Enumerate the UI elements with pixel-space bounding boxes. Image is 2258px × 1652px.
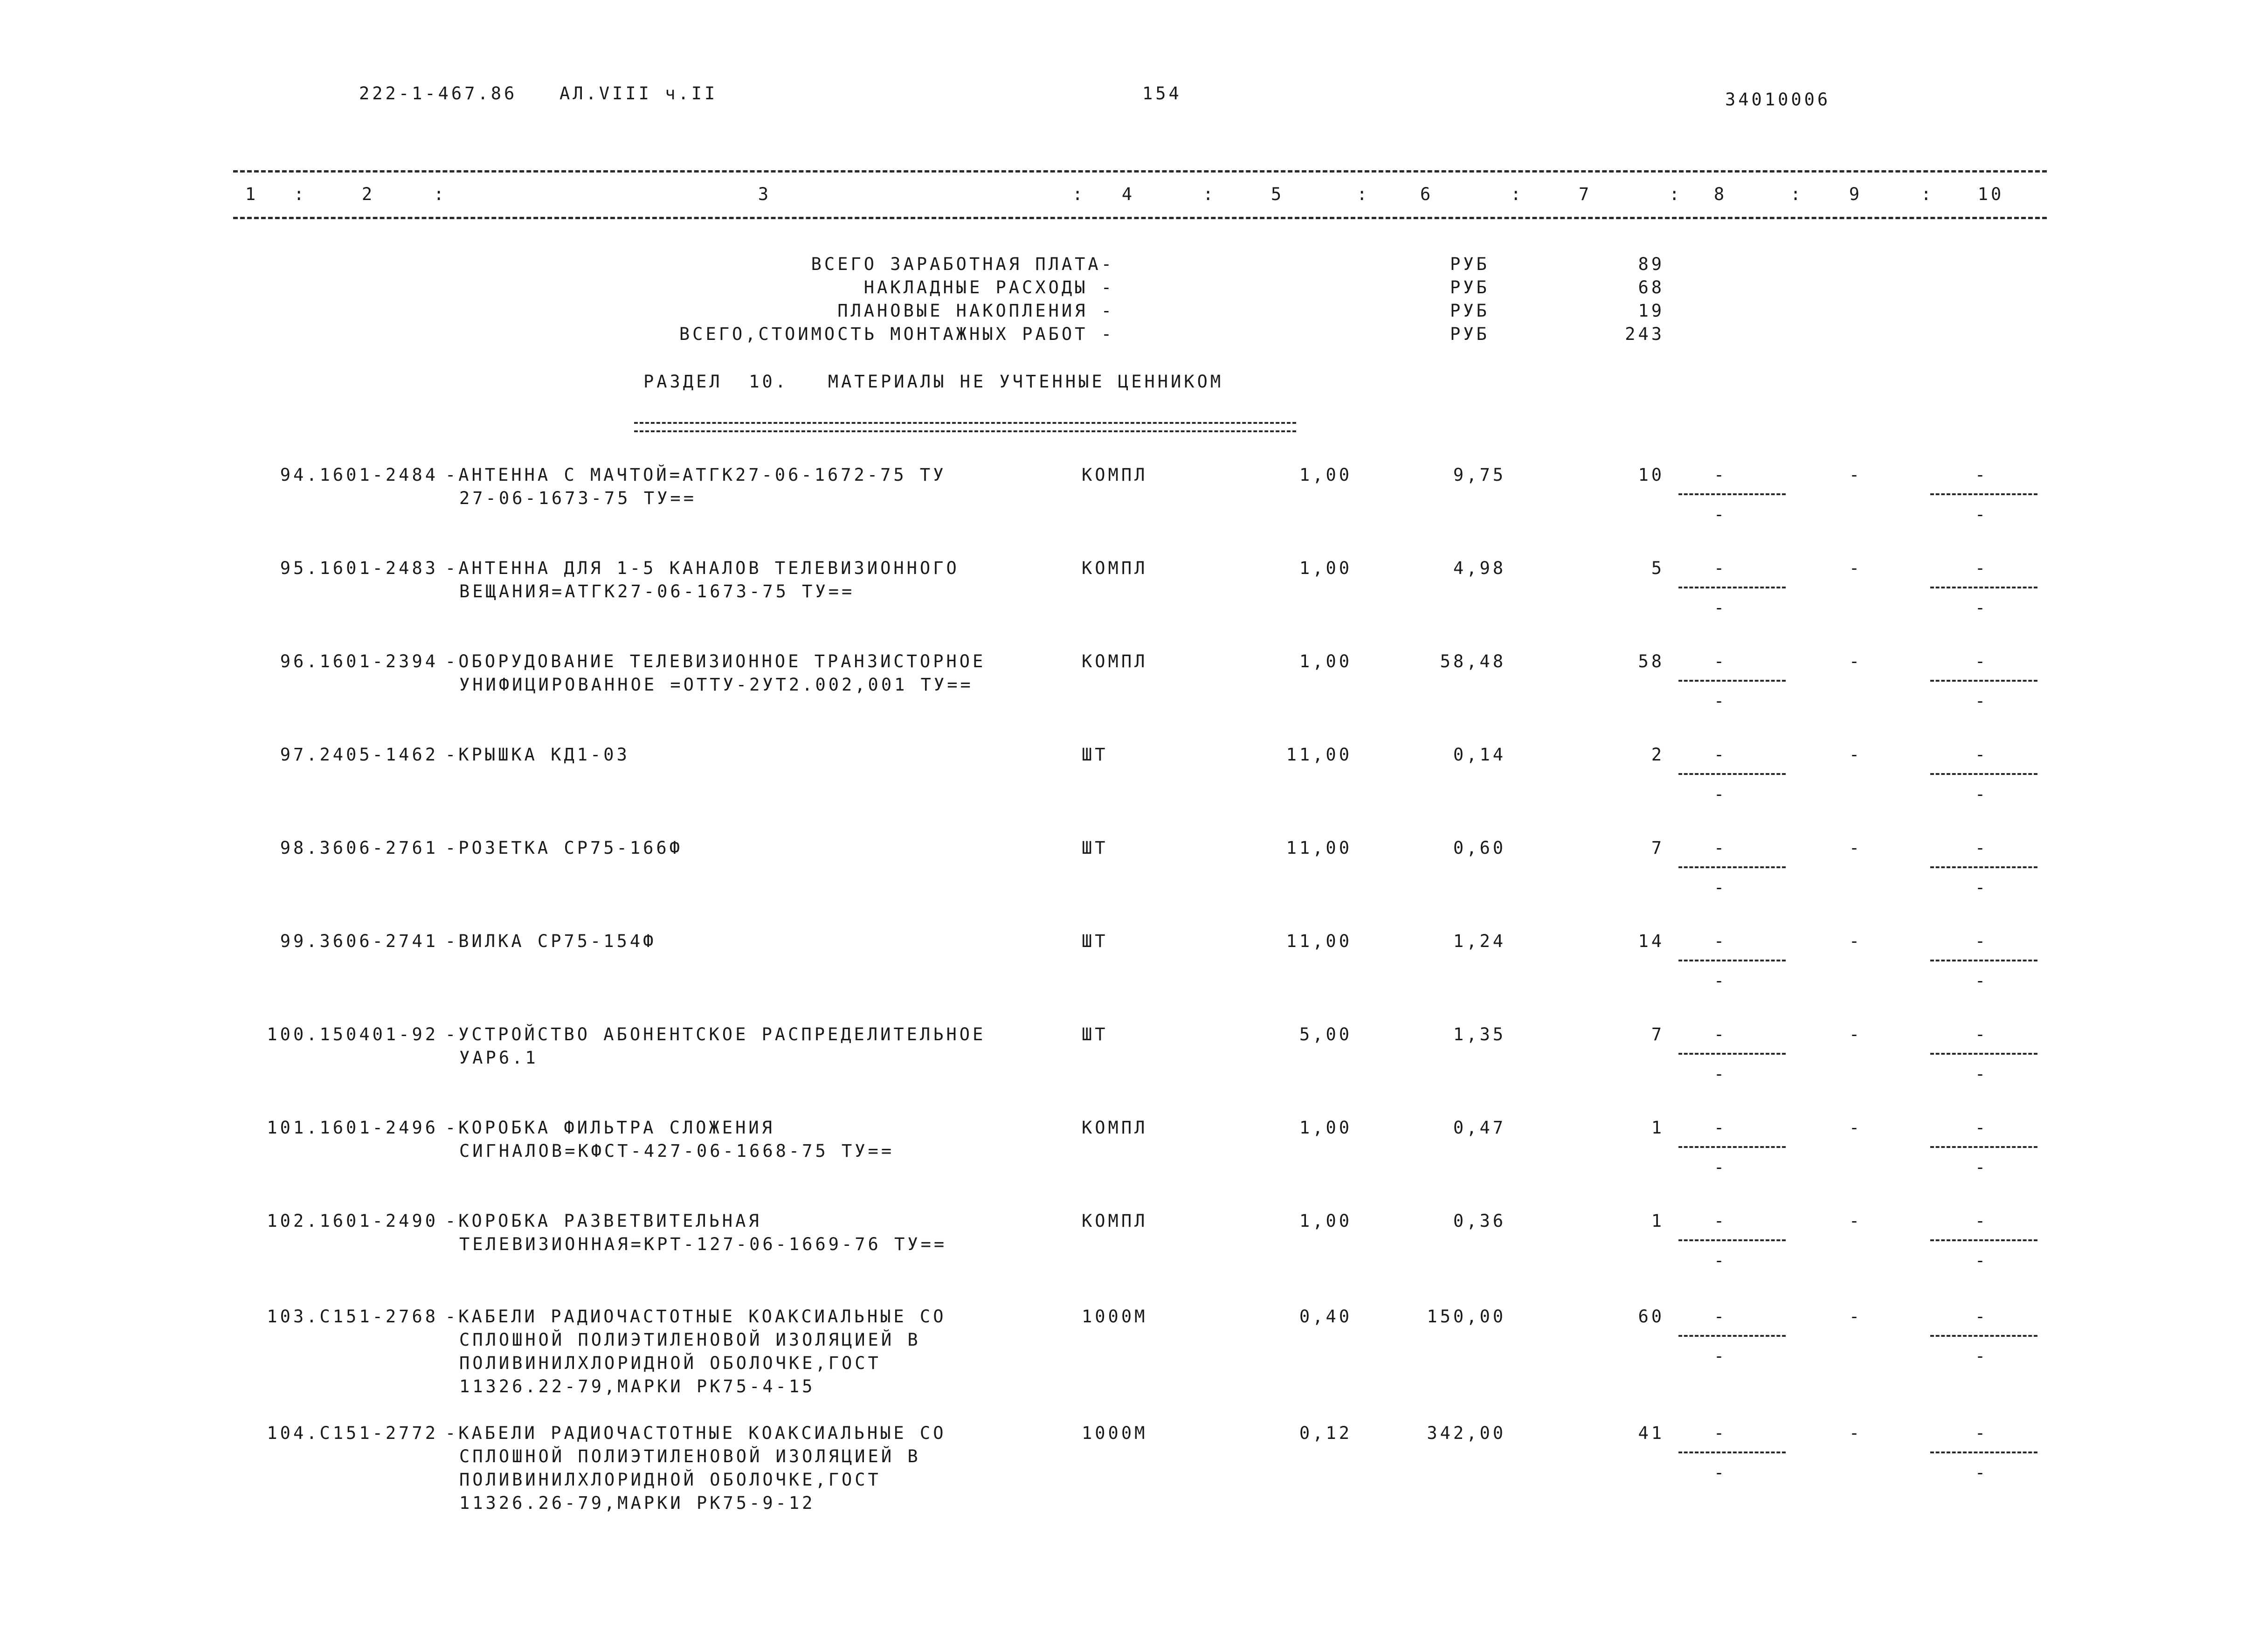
row-quantity: 11,00: [1286, 931, 1352, 951]
col8-dash: -: [1713, 558, 1727, 578]
col9-dash: -: [1849, 1211, 1863, 1231]
col10-dash: -: [1975, 1346, 1989, 1366]
row-unit: 1000М: [1082, 1306, 1148, 1327]
column-number: 5: [1271, 184, 1284, 204]
col8-dash: -: [1713, 1306, 1727, 1327]
row-quantity: 1,00: [1299, 1118, 1352, 1138]
col10-dash: -: [1975, 745, 1989, 765]
col8-rule: [1678, 1239, 1786, 1241]
col8-dash: -: [1713, 598, 1727, 618]
summary-label: НАКЛАДНЫЕ РАСХОДЫ -: [863, 277, 1114, 297]
col10-dash: -: [1975, 598, 1989, 618]
row-name-line: ТЕЛЕВИЗИОННАЯ=КРТ-127-06-1669-76 ТУ==: [459, 1234, 947, 1254]
row-code: 101.1601-2496: [267, 1118, 438, 1138]
row-total: 10: [1638, 465, 1664, 485]
row-unit: КОМПЛ: [1082, 558, 1148, 578]
row-total: 2: [1651, 745, 1664, 765]
col9-dash: -: [1849, 1024, 1863, 1044]
row-unit: КОМПЛ: [1082, 465, 1148, 485]
row-name-line: -КОРОБКА ФИЛЬТРА СЛОЖЕНИЯ: [445, 1118, 775, 1138]
row-code: 94.1601-2484: [280, 465, 438, 485]
col10-rule: [1930, 866, 2037, 868]
col10-dash: -: [1975, 931, 1989, 951]
row-total: 58: [1638, 651, 1664, 671]
col8-dash: -: [1713, 1346, 1727, 1366]
row-price: 58,48: [1440, 651, 1506, 671]
summary-unit: РУБ: [1450, 301, 1490, 321]
col8-rule: [1678, 1452, 1786, 1453]
col8-rule: [1678, 680, 1786, 682]
row-code: 99.3606-2741: [280, 931, 438, 951]
col8-dash: -: [1713, 505, 1727, 525]
col9-dash: -: [1849, 558, 1863, 578]
col8-dash: -: [1713, 691, 1727, 711]
row-total: 1: [1651, 1211, 1664, 1231]
col10-dash: -: [1975, 838, 1989, 858]
row-name-line: -КАБЕЛИ РАДИОЧАСТОТНЫЕ КОАКСИАЛЬНЫЕ СО: [445, 1306, 946, 1327]
summary-label: ВСЕГО,СТОИМОСТЬ МОНТАЖНЫХ РАБОТ -: [679, 324, 1114, 344]
row-quantity: 1,00: [1299, 558, 1352, 578]
col9-dash: -: [1849, 931, 1863, 951]
row-price: 1,24: [1453, 931, 1506, 951]
row-name-line: 27-06-1673-75 ТУ==: [459, 488, 697, 508]
col10-dash: -: [1975, 1118, 1989, 1138]
summary-value: 19: [1638, 301, 1664, 321]
column-separator: :: [434, 184, 447, 204]
row-total: 14: [1638, 931, 1664, 951]
row-price: 0,47: [1453, 1118, 1506, 1138]
header-top-rule: [233, 170, 2047, 173]
row-name-line: УАР6.1: [459, 1048, 539, 1068]
col9-dash: -: [1849, 745, 1863, 765]
row-total: 5: [1651, 558, 1664, 578]
column-separator: :: [1203, 184, 1216, 204]
col8-dash: -: [1713, 1463, 1727, 1483]
row-quantity: 11,00: [1286, 838, 1352, 858]
row-name-line: ПОЛИВИНИЛХЛОРИДНОЙ ОБОЛОЧКЕ,ГОСТ: [459, 1470, 881, 1490]
row-name-line: -КРЫШКА КД1-03: [445, 745, 630, 765]
row-code: 102.1601-2490: [267, 1211, 438, 1231]
row-price: 0,60: [1453, 838, 1506, 858]
row-code: 103.С151-2768: [267, 1306, 438, 1327]
row-quantity: 5,00: [1299, 1024, 1352, 1044]
row-total: 7: [1651, 1024, 1664, 1044]
column-separator: :: [294, 184, 307, 204]
col10-dash: -: [1975, 878, 1989, 898]
column-number: 2: [361, 184, 375, 204]
col8-rule: [1678, 773, 1786, 775]
row-unit: КОМПЛ: [1082, 1211, 1148, 1231]
col10-rule: [1930, 1146, 2037, 1148]
col9-dash: -: [1849, 838, 1863, 858]
row-price: 4,98: [1453, 558, 1506, 578]
row-price: 342,00: [1427, 1423, 1506, 1443]
col8-dash: -: [1713, 465, 1727, 485]
col8-dash: -: [1713, 878, 1727, 898]
col10-rule: [1930, 493, 2037, 495]
col8-dash: -: [1713, 838, 1727, 858]
col10-dash: -: [1975, 1211, 1989, 1231]
row-name-line: СПЛОШНОЙ ПОЛИЭТИЛЕНОВОЙ ИЗОЛЯЦИЕЙ В: [459, 1330, 921, 1350]
column-number: 3: [758, 184, 772, 204]
col10-rule: [1930, 680, 2037, 682]
col10-dash: -: [1975, 784, 1989, 804]
col10-rule: [1930, 1239, 2037, 1241]
col8-dash: -: [1713, 931, 1727, 951]
col8-rule: [1678, 866, 1786, 868]
col8-rule: [1678, 960, 1786, 961]
row-code: 97.2405-1462: [280, 745, 438, 765]
summary-unit: РУБ: [1450, 324, 1490, 344]
row-name-line: -АНТЕННА С МАЧТОЙ=АТГК27-06-1672-75 ТУ: [445, 465, 946, 485]
summary-value: 243: [1625, 324, 1664, 344]
row-price: 9,75: [1453, 465, 1506, 485]
column-number: 6: [1420, 184, 1434, 204]
row-unit: КОМПЛ: [1082, 651, 1148, 671]
col8-rule: [1678, 587, 1786, 588]
col8-dash: -: [1713, 1211, 1727, 1231]
row-code: 100.150401-92: [267, 1024, 438, 1044]
col8-dash: -: [1713, 971, 1727, 991]
col9-dash: -: [1849, 1306, 1863, 1327]
row-quantity: 1,00: [1299, 1211, 1352, 1231]
col9-dash: -: [1849, 1423, 1863, 1443]
row-quantity: 1,00: [1299, 465, 1352, 485]
row-code: 104.С151-2772: [267, 1423, 438, 1443]
column-separator: :: [1921, 184, 1934, 204]
row-total: 7: [1651, 838, 1664, 858]
row-name-line: ПОЛИВИНИЛХЛОРИДНОЙ ОБОЛОЧКЕ,ГОСТ: [459, 1353, 881, 1373]
col10-dash: -: [1975, 1463, 1989, 1483]
row-unit: КОМПЛ: [1082, 1118, 1148, 1138]
row-price: 0,14: [1453, 745, 1506, 765]
col8-rule: [1678, 1053, 1786, 1055]
col10-dash: -: [1975, 971, 1989, 991]
col9-dash: -: [1849, 651, 1863, 671]
col10-dash: -: [1975, 465, 1989, 485]
row-name-line: 11326.26-79,МАРКИ РК75-9-12: [459, 1493, 815, 1513]
col8-dash: -: [1713, 1118, 1727, 1138]
summary-label: ПЛАНОВЫЕ НАКОПЛЕНИЯ -: [837, 301, 1114, 321]
row-total: 60: [1638, 1306, 1664, 1327]
section-title-underline: [634, 422, 1296, 432]
album-ref: АЛ.VIII ч.II: [559, 83, 718, 104]
row-name-line: -РОЗЕТКА СР75-166Ф: [445, 838, 683, 858]
column-separator: :: [1511, 184, 1524, 204]
col8-dash: -: [1713, 651, 1727, 671]
row-name-line: -КАБЕЛИ РАДИОЧАСТОТНЫЕ КОАКСИАЛЬНЫЕ СО: [445, 1423, 946, 1443]
row-unit: 1000М: [1082, 1423, 1148, 1443]
row-code: 95.1601-2483: [280, 558, 438, 578]
col8-rule: [1678, 1146, 1786, 1148]
summary-value: 89: [1638, 254, 1664, 274]
doc-code: 222-1-467.86: [359, 83, 518, 104]
col9-dash: -: [1849, 1118, 1863, 1138]
col10-dash: -: [1975, 691, 1989, 711]
col10-rule: [1930, 1053, 2037, 1055]
doc-id: 34010006: [1725, 90, 1831, 110]
summary-value: 68: [1638, 277, 1664, 297]
col10-dash: -: [1975, 505, 1989, 525]
col8-dash: -: [1713, 1024, 1727, 1044]
row-name-line: -ВИЛКА СР75-154Ф: [445, 931, 656, 951]
row-name-line: -КОРОБКА РАЗВЕТВИТЕЛЬНАЯ: [445, 1211, 762, 1231]
row-code: 96.1601-2394: [280, 651, 438, 671]
row-quantity: 0,12: [1299, 1423, 1352, 1443]
column-separator: :: [1072, 184, 1086, 204]
column-number: 4: [1121, 184, 1135, 204]
col8-dash: -: [1713, 1423, 1727, 1443]
col10-rule: [1930, 587, 2037, 588]
row-unit: ШТ: [1082, 745, 1108, 765]
summary-unit: РУБ: [1450, 254, 1490, 274]
row-unit: ШТ: [1082, 931, 1108, 951]
column-number: 1: [245, 184, 259, 204]
col8-rule: [1678, 1335, 1786, 1337]
row-unit: ШТ: [1082, 838, 1108, 858]
col10-rule: [1930, 960, 2037, 961]
column-number: 8: [1713, 184, 1727, 204]
col10-dash: -: [1975, 558, 1989, 578]
row-name-line: СИГНАЛОВ=КФСТ-427-06-1668-75 ТУ==: [459, 1141, 895, 1161]
row-name-line: 11326.22-79,МАРКИ РК75-4-15: [459, 1376, 815, 1396]
column-separator: :: [1669, 184, 1683, 204]
summary-unit: РУБ: [1450, 277, 1490, 297]
row-price: 150,00: [1427, 1306, 1506, 1327]
col8-dash: -: [1713, 784, 1727, 804]
col10-dash: -: [1975, 1251, 1989, 1271]
row-total: 1: [1651, 1118, 1664, 1138]
col10-dash: -: [1975, 651, 1989, 671]
col10-dash: -: [1975, 1157, 1989, 1177]
col10-dash: -: [1975, 1423, 1989, 1443]
col10-rule: [1930, 773, 2037, 775]
row-code: 98.3606-2761: [280, 838, 438, 858]
row-price: 0,36: [1453, 1211, 1506, 1231]
column-number: 7: [1578, 184, 1592, 204]
row-quantity: 1,00: [1299, 651, 1352, 671]
page-number: 154: [1142, 83, 1182, 104]
column-number: 9: [1849, 184, 1863, 204]
row-name-line: УНИФИЦИРОВАННОЕ =ОТТУ-2УТ2.002,001 ТУ==: [459, 675, 974, 695]
row-name-line: -АНТЕННА ДЛЯ 1-5 КАНАЛОВ ТЕЛЕВИЗИОННОГО: [445, 558, 960, 578]
summary-label: ВСЕГО ЗАРАБОТНАЯ ПЛАТА-: [811, 254, 1114, 274]
col10-dash: -: [1975, 1024, 1989, 1044]
row-name-line: -ОБОРУДОВАНИЕ ТЕЛЕВИЗИОННОЕ ТРАНЗИСТОРНОЕ: [445, 651, 986, 671]
header-bottom-rule: [233, 217, 2047, 219]
column-separator: :: [1790, 184, 1804, 204]
row-unit: ШТ: [1082, 1024, 1108, 1044]
col10-dash: -: [1975, 1064, 1989, 1084]
col8-dash: -: [1713, 1064, 1727, 1084]
column-separator: :: [1357, 184, 1370, 204]
col8-dash: -: [1713, 1251, 1727, 1271]
section-title: РАЗДЕЛ 10. МАТЕРИАЛЫ НЕ УЧТЕННЫЕ ЦЕННИКОМ: [643, 372, 1224, 392]
col10-dash: -: [1975, 1306, 1989, 1327]
row-name-line: СПЛОШНОЙ ПОЛИЭТИЛЕНОВОЙ ИЗОЛЯЦИЕЙ В: [459, 1446, 921, 1466]
col8-dash: -: [1713, 745, 1727, 765]
col8-rule: [1678, 493, 1786, 495]
row-quantity: 11,00: [1286, 745, 1352, 765]
col9-dash: -: [1849, 465, 1863, 485]
col8-dash: -: [1713, 1157, 1727, 1177]
col10-rule: [1930, 1452, 2037, 1453]
row-quantity: 0,40: [1299, 1306, 1352, 1327]
row-total: 41: [1638, 1423, 1664, 1443]
row-name-line: -УСТРОЙСТВО АБОНЕНТСКОЕ РАСПРЕДЕЛИТЕЛЬНОЕ: [445, 1024, 986, 1044]
col10-rule: [1930, 1335, 2037, 1337]
column-number: 10: [1977, 184, 2004, 204]
row-price: 1,35: [1453, 1024, 1506, 1044]
row-name-line: ВЕЩАНИЯ=АТГК27-06-1673-75 ТУ==: [459, 581, 855, 601]
